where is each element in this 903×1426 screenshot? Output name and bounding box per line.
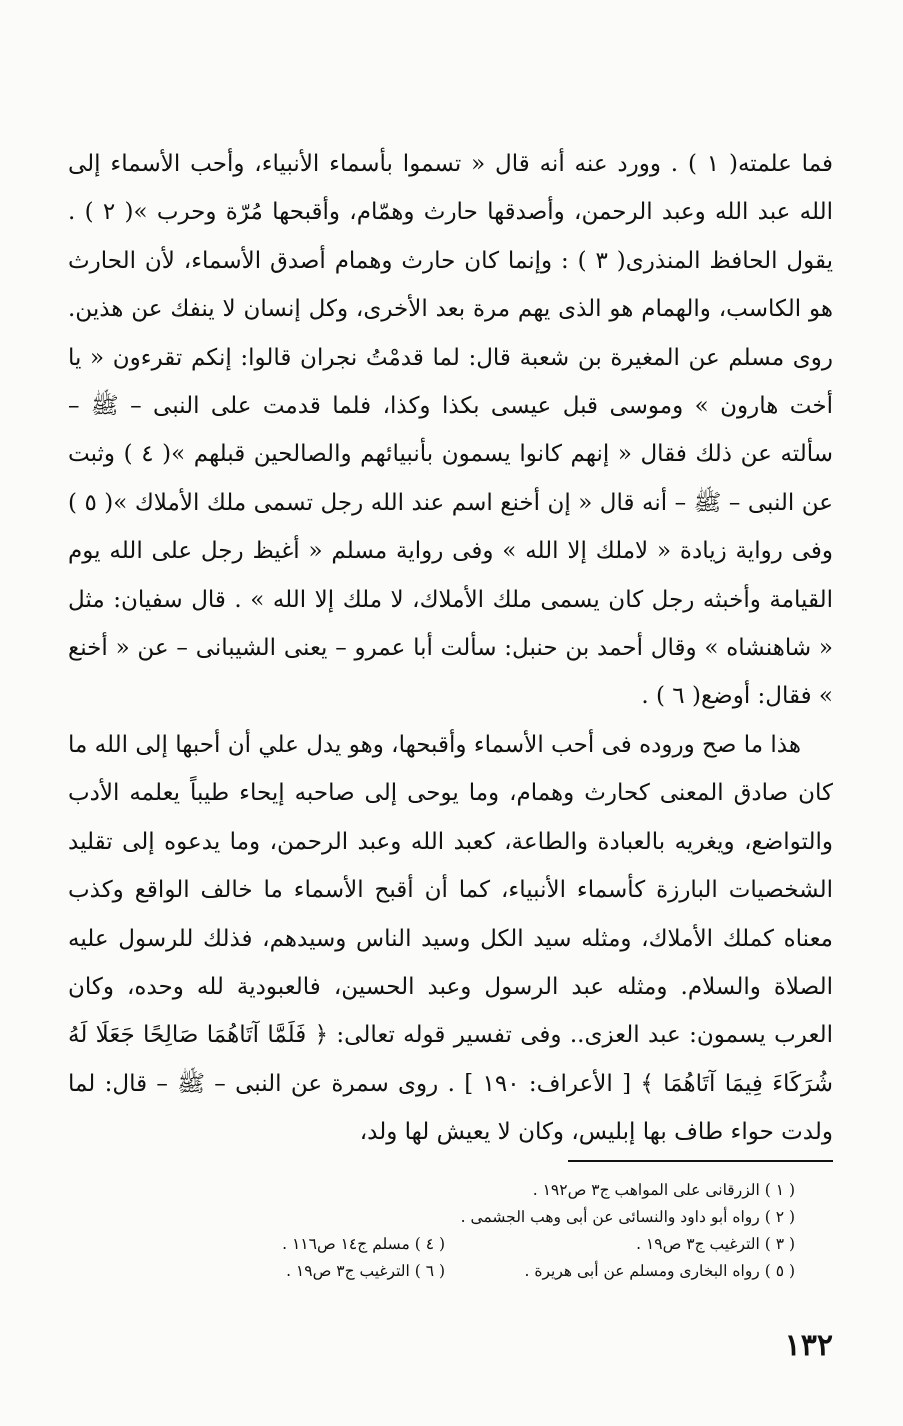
footnote: ( ٣ ) الترغيب ج٣ ص١٩ . [636,1235,795,1253]
footnote: ( ٤ ) مسلم ج١٤ ص١١٦ . [282,1235,445,1253]
main-text [68,140,833,1157]
footnote-row [95,1177,795,1204]
paragraph: هذا ما صح وروده فى أحب الأسماء وأقبحها، وهو يدل علي أن أحبها إلى الله ما كان صادق المعنى كحارث وهمام، وما يوحى إلى صاحبه إيحاء طيباً يعلمه الأدب والتواضع، ويغريه بالعبادة والطاعة، كعبد الله وعبد الرحمن، وما يدعوه إلى تقليد الشخصيات البارزة كأسماء الأنبياء، كما أن أقبح الأسماء ما خالف الواقع وكذب معناه كملك الأملاك، ومثله سيد الكل وسيد الناس وسيدهم، فذلك للرسول عليه الصلاة والسلام. ومثله عبد الرسول وعبد الحسين، فالعبودية لله وحده، وكان العرب يسمون: عبد العزى.. وفى تفسير قوله تعالى: ﴿ فَلَمَّا آتَاهُمَا صَالِحًا جَعَلَا لَهُ شُرَكَاءَ فِيمَا آتَاهُمَا ﴾ [ الأعراف: ١٩٠ ] . روى سمرة عن النبى – ﷺ – قال: لما ولدت حواء طاف بها إبليس، وكان لا يعيش لها ولد، [68,731,833,1146]
footnote: ( ١ ) الزرقانى على المواهب ج٣ ص١٩٢ . [532,1181,795,1199]
footnote-row [95,1231,795,1258]
footnotes [95,1177,795,1285]
footnote: ( ٥ ) رواه البخارى ومسلم عن أبى هريرة . [524,1262,795,1280]
page-number: ١٣٢ [784,1328,833,1363]
footnote: ( ٦ ) الترغيب ج٣ ص١٩ . [286,1262,445,1280]
paragraph: فما علمته( ١ ) . وورد عنه أنه قال « تسموا بأسماء الأنبياء، وأحب الأسماء إلى الله عبد الله وعبد الرحمن، وأصدقها حارث وهمّام، وأقبحها مُرّة وحرب »( ٢ ) . يقول الحافظ المنذرى( ٣ ) : وإنما كان حارث وهمام أصدق الأسماء، لأن الحارث هو الكاسب، والهمام هو الذى يهم مرة بعد الأخرى، وكل إنسان لا ينفك عن هذين. روى مسلم عن المغيرة بن شعبة قال: لما قدمْتُ نجران قالوا: إنكم تقرءون « يا أخت هارون » وموسى قبل عيسى بكذا وكذا، فلما قدمت على النبى – ﷺ – سألته عن ذلك فقال « إنهم كانوا يسمون بأنبيائهم والصالحين قبلهم »( ٤ ) وثبت عن النبى – ﷺ – أنه قال « إن أخنع اسم عند الله رجل تسمى ملك الأملاك »( ٥ ) وفى رواية زيادة « لاملك إلا الله » وفى رواية مسلم « أغيظ رجل على الله يوم القيامة وأخبثه رجل كان يسمى ملك الأملاك، لا ملك إلا الله » . قال سفيان: مثل « شاهنشاه » وقال أحمد بن حنبل: سألت أبا عمرو – يعنى الشيبانى – عن « أخنع » فقال: أوضع( ٦ ) . [68,151,833,710]
footnote-row [95,1258,795,1285]
footnote-separator [568,1160,833,1162]
footnote: ( ٢ ) رواه أبو داود والنسائى عن أبى وهب الجشمى . [460,1208,795,1226]
footnote-row [95,1204,795,1231]
